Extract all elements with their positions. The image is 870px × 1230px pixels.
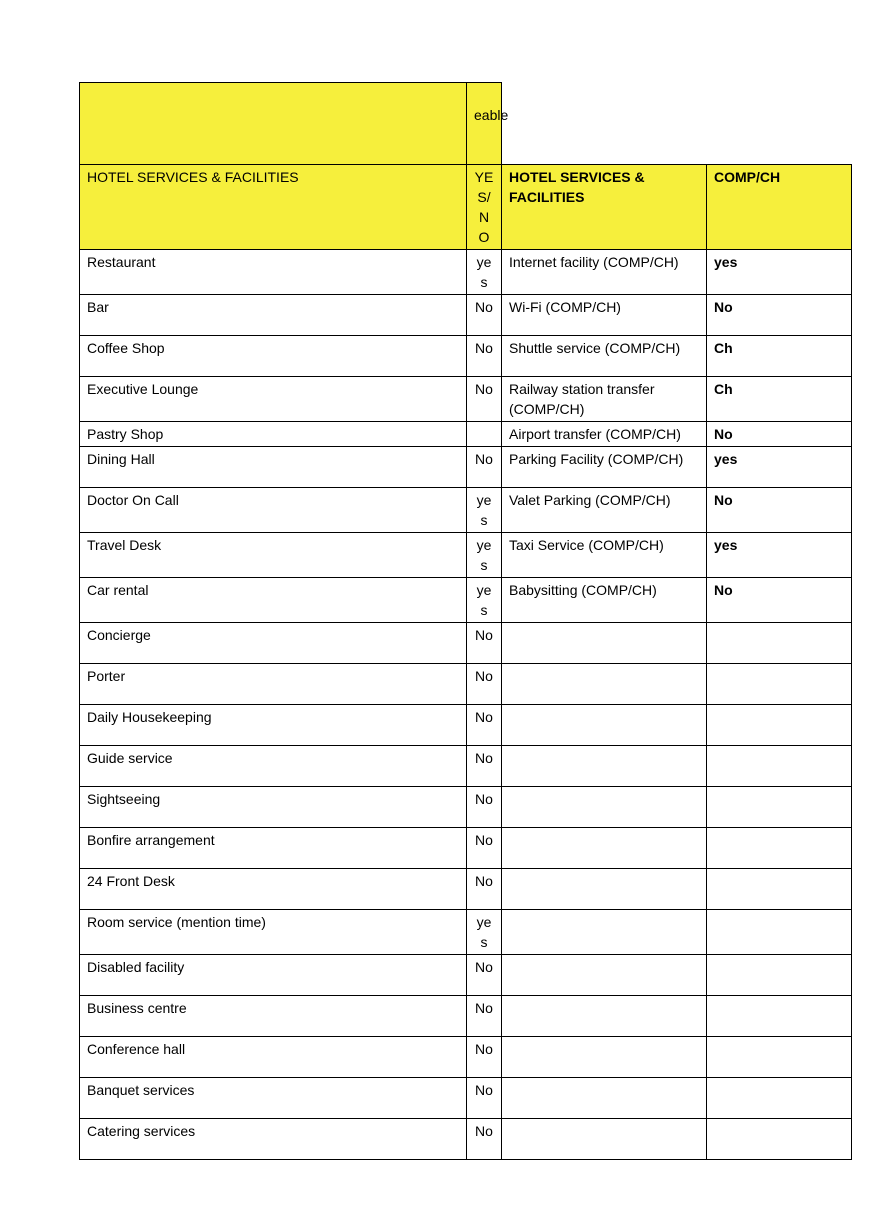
table-row	[80, 664, 852, 705]
yes-no-cell	[467, 422, 502, 447]
service-cell: Babysitting (COMP/CH)	[502, 578, 707, 623]
service-cell	[502, 623, 707, 664]
yes-no-cell: yes	[467, 578, 502, 623]
table-row	[80, 828, 852, 869]
facility-cell: Concierge	[80, 623, 467, 664]
service-cell	[502, 828, 707, 869]
table-row	[80, 295, 852, 336]
comp-ch-cell: yes	[707, 533, 852, 578]
header-comp-ch: COMP/CH	[707, 165, 852, 250]
yes-no-cell: No	[467, 1078, 502, 1119]
table-row	[80, 1078, 852, 1119]
service-cell	[502, 1037, 707, 1078]
table-row	[80, 377, 852, 422]
facility-cell: Catering services	[80, 1119, 467, 1160]
service-cell: Wi-Fi (COMP/CH)	[502, 295, 707, 336]
comp-ch-cell	[707, 1037, 852, 1078]
service-cell	[502, 955, 707, 996]
column-divider	[466, 83, 467, 165]
availability-label: eable	[474, 107, 509, 123]
table-header-row	[80, 165, 852, 250]
facility-cell: 24 Front Desk	[80, 869, 467, 910]
yes-no-cell: No	[467, 996, 502, 1037]
table-row	[80, 250, 852, 295]
yes-no-cell: No	[467, 705, 502, 746]
comp-ch-cell	[707, 746, 852, 787]
table-row	[80, 336, 852, 377]
top-header-block	[79, 82, 509, 164]
comp-ch-cell	[707, 955, 852, 996]
service-cell: Shuttle service (COMP/CH)	[502, 336, 707, 377]
yes-no-cell: yes	[467, 910, 502, 955]
facility-cell: Car rental	[80, 578, 467, 623]
header-yes-no: YES/NO	[467, 165, 502, 250]
service-cell	[502, 746, 707, 787]
table-row	[80, 488, 852, 533]
yes-no-cell: No	[467, 1119, 502, 1160]
comp-ch-cell: Ch	[707, 336, 852, 377]
yes-no-cell: No	[467, 1037, 502, 1078]
yes-no-cell: No	[467, 955, 502, 996]
facility-cell: Bonfire arrangement	[80, 828, 467, 869]
yes-no-cell: No	[467, 869, 502, 910]
facility-cell: Coffee Shop	[80, 336, 467, 377]
facility-cell: Conference hall	[80, 1037, 467, 1078]
yes-no-cell: No	[467, 787, 502, 828]
comp-ch-cell	[707, 828, 852, 869]
comp-ch-cell: Ch	[707, 377, 852, 422]
table-row	[80, 869, 852, 910]
facility-cell: Dining Hall	[80, 447, 467, 488]
facility-cell: Guide service	[80, 746, 467, 787]
comp-ch-cell	[707, 664, 852, 705]
table-row	[80, 578, 852, 623]
table-row	[80, 705, 852, 746]
table-row	[80, 447, 852, 488]
service-cell	[502, 910, 707, 955]
yes-no-cell: No	[467, 447, 502, 488]
table-row	[80, 1037, 852, 1078]
comp-ch-cell	[707, 623, 852, 664]
yes-no-cell: No	[467, 746, 502, 787]
facilities-table	[79, 164, 852, 1160]
yes-no-cell: No	[467, 623, 502, 664]
comp-ch-cell	[707, 869, 852, 910]
service-cell: Taxi Service (COMP/CH)	[502, 533, 707, 578]
service-cell	[502, 1078, 707, 1119]
table-row	[80, 422, 852, 447]
facility-cell: Doctor On Call	[80, 488, 467, 533]
service-cell	[502, 869, 707, 910]
service-cell: Parking Facility (COMP/CH)	[502, 447, 707, 488]
facility-cell: Business centre	[80, 996, 467, 1037]
service-cell: Internet facility (COMP/CH)	[502, 250, 707, 295]
yes-no-cell: No	[467, 336, 502, 377]
service-cell	[502, 996, 707, 1037]
facility-cell: Restaurant	[80, 250, 467, 295]
service-cell	[502, 787, 707, 828]
comp-ch-cell: yes	[707, 250, 852, 295]
service-cell	[502, 705, 707, 746]
facility-cell: Sightseeing	[80, 787, 467, 828]
service-cell: Valet Parking (COMP/CH)	[502, 488, 707, 533]
table-row	[80, 533, 852, 578]
comp-ch-cell	[707, 1119, 852, 1160]
table-row	[80, 787, 852, 828]
comp-ch-cell	[707, 910, 852, 955]
yes-no-cell: yes	[467, 533, 502, 578]
table-row	[80, 996, 852, 1037]
facility-cell: Daily Housekeeping	[80, 705, 467, 746]
yes-no-cell: yes	[467, 488, 502, 533]
facility-cell: Disabled facility	[80, 955, 467, 996]
facility-cell: Executive Lounge	[80, 377, 467, 422]
comp-ch-cell: No	[707, 488, 852, 533]
comp-ch-cell	[707, 1078, 852, 1119]
table-row	[80, 1119, 852, 1160]
comp-ch-cell: No	[707, 295, 852, 336]
table-row	[80, 955, 852, 996]
table-row	[80, 910, 852, 955]
comp-ch-cell	[707, 996, 852, 1037]
yes-no-cell: No	[467, 828, 502, 869]
service-cell	[502, 664, 707, 705]
service-cell	[502, 1119, 707, 1160]
comp-ch-cell: No	[707, 422, 852, 447]
facility-cell: Bar	[80, 295, 467, 336]
yes-no-cell: yes	[467, 250, 502, 295]
header-services: HOTEL SERVICES & FACILITIES	[502, 165, 707, 250]
service-cell: Railway station transfer (COMP/CH)	[502, 377, 707, 422]
comp-ch-cell	[707, 787, 852, 828]
facility-cell: Pastry Shop	[80, 422, 467, 447]
facility-cell: Banquet services	[80, 1078, 467, 1119]
header-facilities: HOTEL SERVICES & FACILITIES	[80, 165, 467, 250]
comp-ch-cell	[707, 705, 852, 746]
yes-no-cell: No	[467, 664, 502, 705]
facility-cell: Room service (mention time)	[80, 910, 467, 955]
table-row	[80, 746, 852, 787]
comp-ch-cell: yes	[707, 447, 852, 488]
yes-no-cell: No	[467, 377, 502, 422]
facility-cell: Travel Desk	[80, 533, 467, 578]
facility-cell: Porter	[80, 664, 467, 705]
yes-no-cell: No	[467, 295, 502, 336]
service-cell: Airport transfer (COMP/CH)	[502, 422, 707, 447]
table-row	[80, 623, 852, 664]
comp-ch-cell: No	[707, 578, 852, 623]
